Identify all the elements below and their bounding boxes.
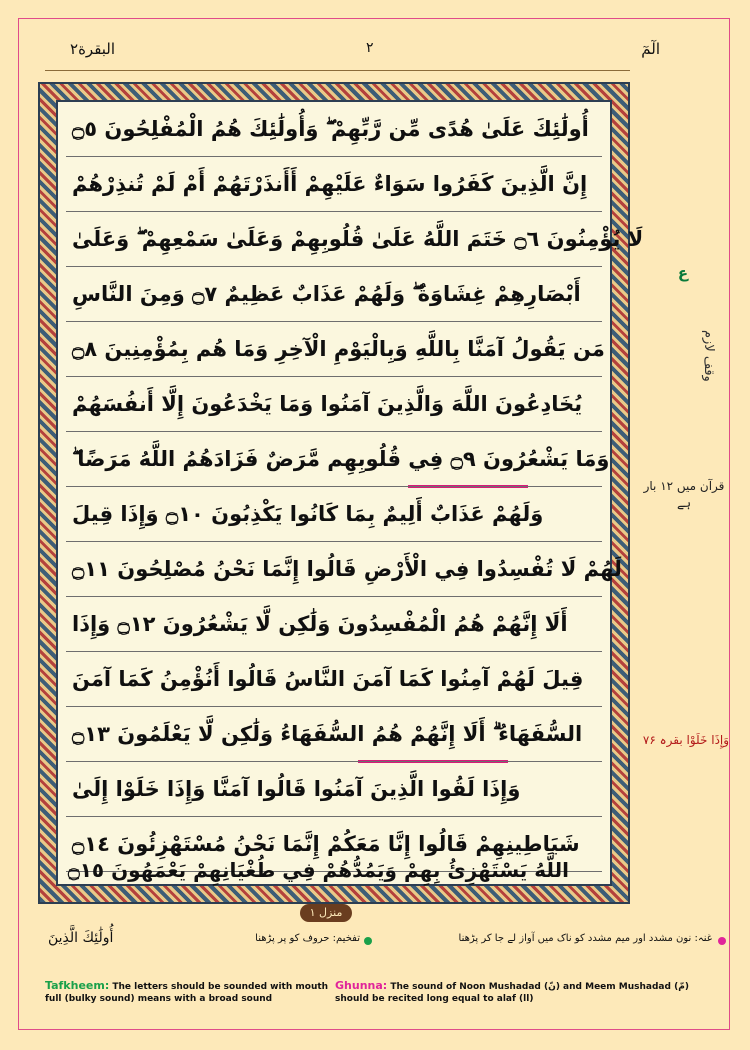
- quran-line-4: أَبْصَارِهِمْ غِشَاوَةٌ ۖ وَلَهُمْ عَذَابٌ عَظِيمٌ ۝٧ وَمِنَ النَّاسِ: [72, 281, 581, 306]
- page-number: ۲: [366, 40, 374, 56]
- quran-line-8: وَلَهُمْ عَذَابٌ أَلِيمٌ بِمَا كَانُوا يَكْذِبُونَ ۝١٠ وَإِذَا قِيلَ: [72, 502, 544, 526]
- quran-line-7: وَمَا يَشْعُرُونَ ۝٩ فِي قُلُوبِهِم مَّرَضٌ فَزَادَهُمُ اللَّهُ مَرَضًا ۖ: [72, 446, 610, 471]
- tafkheem-text: The letters should be sounded with mouth full (bulky sound) means with a broad sound: [45, 982, 329, 1004]
- ruku-mark: ع: [677, 264, 689, 282]
- quran-line-9: لَهُمْ لَا تُفْسِدُوا فِي الْأَرْضِ قَالُوا إِنَّمَا نَحْنُ مُصْلِحُونَ ۝١١: [72, 557, 622, 581]
- manzil-badge: منزل ۱: [300, 904, 352, 922]
- header-rule: [45, 70, 630, 71]
- quran-line-12: السُّفَهَاءُ ۗ أَلَا إِنَّهُمْ هُمُ السُّفَهَاءُ وَلَٰكِن لَّا يَعْلَمُونَ ۝١٣: [72, 721, 583, 746]
- waqf-label: [648, 262, 718, 284]
- waqf-lazim-note: وقف لازم: [701, 330, 716, 382]
- quran-line-2: إِنَّ الَّذِينَ كَفَرُوا سَوَاءٌ عَلَيْهِمْ أَأَنذَرْتَهُمْ أَمْ لَمْ تُنذِرْهُمْ: [72, 172, 588, 196]
- tafkheem-legend: [45, 980, 330, 1005]
- quran-line-15: اللَّهُ يَسْتَهْزِئُ بِهِمْ وَيَمُدُّهُمْ فِي طُغْيَانِهِمْ يَعْمَهُونَ ۝١٥: [68, 858, 569, 882]
- ghunna-bullet-icon: [718, 937, 726, 945]
- para-occurrence-note: قرآن میں ۱۲ بار ہے: [643, 479, 725, 510]
- juz-name-header: الٓمٓ: [641, 40, 660, 58]
- ornamental-frame: [38, 82, 644, 904]
- tafkheem-bullet-icon: [364, 937, 372, 945]
- quran-line-1: أُولَٰئِكَ عَلَىٰ هُدًى مِّن رَّبِّهِمْ ۖ وَأُولَٰئِكَ هُمُ الْمُفْلِحُونَ ۝٥: [72, 116, 589, 141]
- ghunna-legend: [335, 980, 710, 1005]
- ghunna-key: Ghunna:: [335, 979, 388, 992]
- text-area: [56, 100, 644, 886]
- quran-line-14: شَيَاطِينِهِمْ قَالُوا إِنَّا مَعَكُمْ إِنَّمَا نَحْنُ مُسْتَهْزِئُونَ ۝١٤: [72, 832, 580, 856]
- ghunna-text: The sound of Noon Mushadad (نّ) and Meem Mushadad (مّ) should be recited long equal to alaf (اا): [335, 982, 689, 1004]
- catchword: أُولَٰئِكَ الَّذِينَ: [48, 930, 114, 946]
- quran-line-10: أَلَا إِنَّهُمْ هُمُ الْمُفْسِدُونَ وَلَٰكِن لَّا يَشْعُرُونَ ۝١٢ وَإِذَا: [72, 612, 568, 636]
- ghunna-urdu-note: غنہ: نون مشدد اور میم مشدد کو ناک میں آواز لے جا کر پڑھنا: [458, 933, 712, 944]
- quran-line-13: وَإِذَا لَقُوا الَّذِينَ آمَنُوا قَالُوا آمَنَّا وَإِذَا خَلَوْا إِلَىٰ: [72, 777, 521, 801]
- quran-line-5: مَن يَقُولُ آمَنَّا بِاللَّهِ وَبِالْيَوْمِ الْآخِرِ وَمَا هُم بِمُؤْمِنِينَ ۝٨: [72, 337, 605, 361]
- cross-reference-note: وَإِذَا خَلَوْا بقرہ ۷۶: [642, 733, 730, 747]
- quran-line-3: لَا يُؤْمِنُونَ ۝٦ خَتَمَ اللَّهُ عَلَىٰ قُلُوبِهِمْ وَعَلَىٰ سَمْعِهِمْ ۖ وَعَلَىٰ: [72, 226, 644, 251]
- quran-line-11: قِيلَ لَهُمْ آمِنُوا كَمَا آمَنَ النَّاسُ قَالُوا أَنُؤْمِنُ كَمَا آمَنَ: [72, 667, 584, 691]
- surah-name-header: البقرة۲: [70, 40, 116, 58]
- quran-line-6: يُخَادِعُونَ اللَّهَ وَالَّذِينَ آمَنُوا وَمَا يَخْدَعُونَ إِلَّا أَنفُسَهُمْ: [72, 392, 583, 416]
- tafkheem-key: Tafkheem:: [45, 979, 110, 992]
- tafkheem-urdu-note: تفخیم: حروف کو پر پڑھنا: [255, 933, 360, 944]
